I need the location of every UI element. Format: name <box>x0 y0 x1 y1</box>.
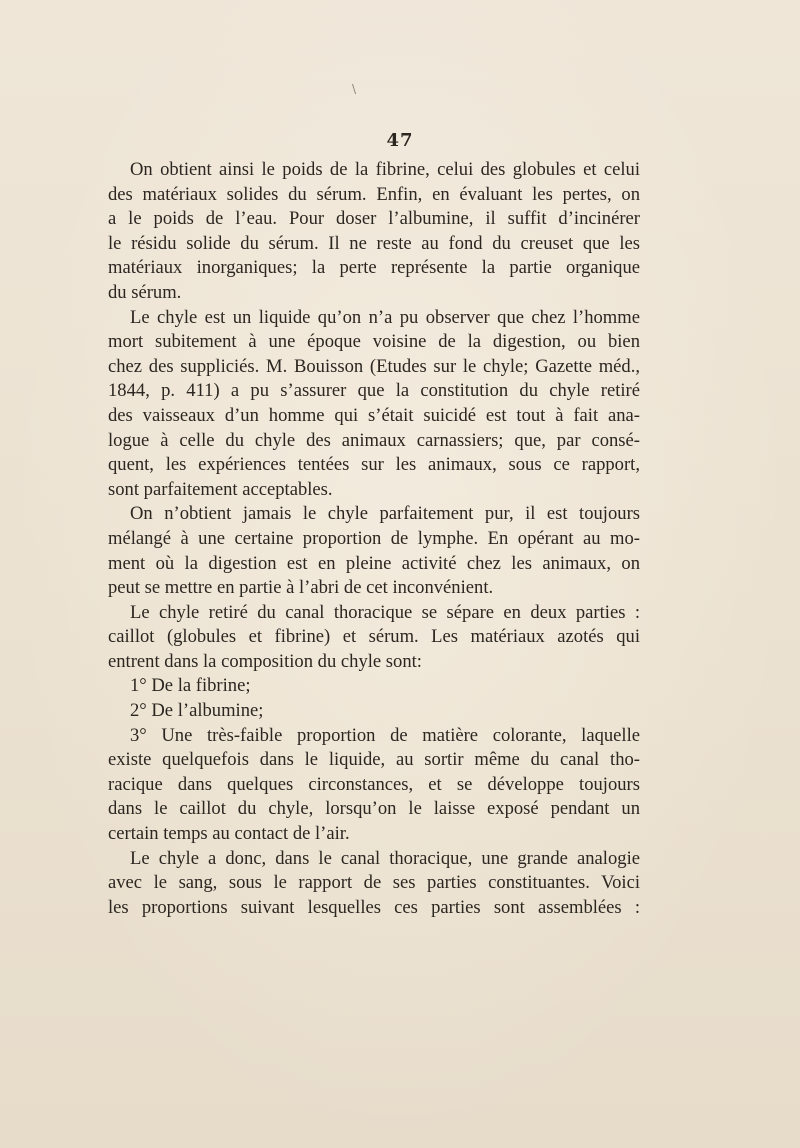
text-line: mort subitement à une époque voisine de la digestion, ou bien <box>108 331 640 353</box>
text-line: 3° Une très-faible proportion de matière colorante, laquelle <box>130 724 640 746</box>
body-text <box>108 158 640 920</box>
text-line: Le chyle est un liquide qu’on n’a pu observer que chez l’homme <box>130 306 640 328</box>
text-line: peut se mettre en partie à l’abri de cet inconvénient. <box>108 577 494 599</box>
text-line: du sérum. <box>108 281 182 303</box>
text-line: chez des suppliciés. M. Bouisson (Etudes sur le chyle; Gazette méd., <box>108 355 640 377</box>
text-line: les proportions suivant lesquelles ces parties sont assemblées : <box>108 896 640 918</box>
text-line: Le chyle a donc, dans le canal thoracique, une grande analogie <box>130 847 640 869</box>
text-line: avec le sang, sous le rapport de ses parties constituantes. Voici <box>108 872 640 894</box>
text-line: des vaisseaux d’un homme qui s’était suicidé est tout à fait ana- <box>108 404 640 426</box>
text-line: Le chyle retiré du canal thoracique se sépare en deux parties : <box>130 601 640 623</box>
text-line: 2° De l’albumine; <box>130 700 264 722</box>
text-line: a le poids de l’eau. Pour doser l’albumine, il suffit d’incinérer <box>108 208 640 230</box>
text-line: le résidu solide du sérum. Il ne reste au fond du creuset que les <box>108 232 640 254</box>
text-line: caillot (globules et fibrine) et sérum. Les matériaux azotés qui <box>108 626 640 648</box>
text-line: sont parfaitement acceptables. <box>108 478 333 500</box>
text-line: matériaux inorganiques; la perte représente la partie organique <box>108 257 640 279</box>
text-line: des matériaux solides du sérum. Enfin, en évaluant les pertes, on <box>108 183 640 205</box>
text-line: existe quelquefois dans le liquide, au sortir même du canal tho- <box>108 749 640 771</box>
text-line: logue à celle du chyle des animaux carnassiers; que, par consé- <box>108 429 640 451</box>
text-line: racique dans quelques circonstances, et se développe toujours <box>108 773 640 795</box>
page-number: 47 <box>386 130 414 151</box>
text-line: certain temps au contact de l’air. <box>108 823 350 845</box>
text-line: entrent dans la composition du chyle sont: <box>108 650 422 672</box>
text-line: dans le caillot du chyle, lorsqu’on le laisse exposé pendant un <box>108 798 640 820</box>
text-line: On n’obtient jamais le chyle parfaitement pur, il est toujours <box>130 503 640 525</box>
text-line: 1° De la fibrine; <box>130 675 251 697</box>
text-line: mélangé à une certaine proportion de lymphe. En opérant au mo- <box>108 527 640 549</box>
paper-speck: \ <box>352 82 357 96</box>
text-line: quent, les expériences tentées sur les animaux, sous ce rapport, <box>108 454 640 476</box>
text-line: On obtient ainsi le poids de la fibrine, celui des globules et celui <box>130 159 640 180</box>
text-line: 1844, p. 411) a pu s’assurer que la constitution du chyle retiré <box>108 380 640 402</box>
text-line: ment où la digestion est en pleine activité chez les animaux, on <box>108 552 640 574</box>
